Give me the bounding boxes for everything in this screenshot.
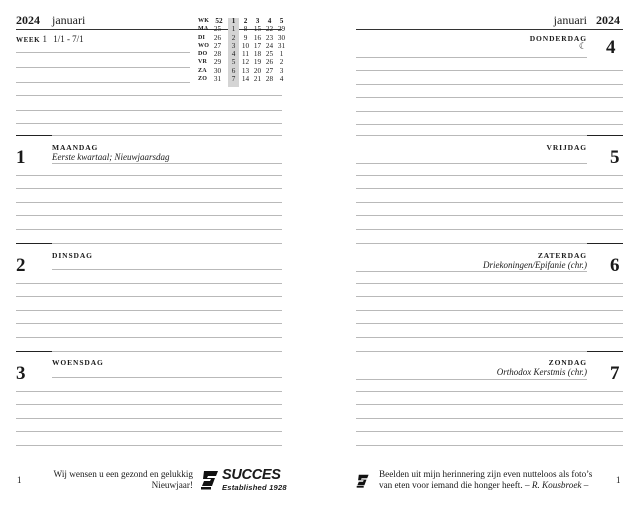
day-name: ZATERDAG [537,251,587,260]
note-line [356,445,623,446]
mini-date: 27 [265,66,274,75]
quote-line: Beelden uit mijn herinnering zijn even nutteloos als foto’s [379,469,593,479]
mini-date: 18 [253,50,262,59]
note-line [356,391,623,392]
mini-week-number: 4 [267,17,272,25]
day-name: MAANDAG [52,143,99,152]
day-name: WOENSDAG [52,358,104,367]
day-number: 7 [610,363,620,384]
day-number: 1 [16,147,26,168]
mini-date: 12 [241,58,250,67]
note-line [16,82,190,83]
day-separator [587,243,623,244]
mini-date: 25 [265,50,274,59]
day-name: ZONDAG [548,358,587,367]
note-line [16,404,282,405]
mini-calendar-row [198,58,288,66]
note-line [52,377,282,378]
mini-calendar-row [198,34,288,42]
mini-date: 2 [231,33,236,42]
succes-logo-icon [200,470,220,490]
note-line [356,229,623,230]
mini-date: 2 [279,58,284,67]
mini-week-number: 2 [243,17,248,25]
day-note: Orthodox Kerstmis (chr.) [496,367,587,377]
mini-date: 4 [279,75,284,84]
note-line [16,310,282,311]
mini-date: 30 [277,33,286,42]
right-year: 2024 [596,13,620,27]
note-line [356,175,623,176]
day-separator [52,243,282,244]
mini-calendar-row [198,75,288,83]
logo-name: SUCCES [222,467,281,483]
mini-calendar-row [198,25,288,33]
week-range: 1/1 - 7/1 [53,34,84,44]
day-separator [587,135,623,136]
mini-date: 19 [253,58,262,67]
day-separator [587,351,623,352]
note-line [356,188,623,189]
day-number: 6 [610,255,620,276]
note-line [16,67,190,68]
note-line [16,229,282,230]
note-line [52,163,282,164]
note-line [356,404,623,405]
mini-date: 1 [279,50,284,59]
week-label: WEEK [16,36,41,44]
left-month: januari [52,13,86,27]
mini-calendar-row [198,50,288,58]
day-name: DINSDAG [52,251,93,260]
note-line [16,445,282,446]
note-line [16,418,282,419]
note-line [16,431,282,432]
mini-date: 27 [213,41,222,50]
mini-day-name: VR [198,59,208,66]
mini-day-name: DO [198,51,208,58]
note-line [16,52,190,53]
day-note: Eerste kwartaal; Nieuwjaarsdag [52,152,170,162]
day-number: 5 [610,147,620,168]
mini-date: 29 [277,25,286,34]
week-info [16,34,84,44]
day-name: DONDERDAG [529,34,587,43]
quote-text: van eten voor iemand die honger heeft. [379,480,523,490]
mini-date: 4 [231,50,236,59]
note-line [356,323,623,324]
mini-calendar [198,17,288,83]
mini-date: 31 [213,75,222,84]
mini-date: 10 [241,41,250,50]
mini-date: 3 [279,66,284,75]
mini-date: 14 [241,75,250,84]
footer-message-line: Nieuwjaar! [151,480,193,490]
day-separator [356,135,587,136]
note-line [356,57,587,58]
mini-date: 24 [265,41,274,50]
day-separator [356,243,587,244]
mini-calendar-row [198,67,288,75]
header-rule [356,29,623,30]
mini-date: 31 [277,41,286,50]
note-line [16,95,282,96]
day-separator [16,243,52,244]
note-line [356,418,623,419]
note-line [356,310,623,311]
day-separator [16,135,52,136]
note-line [16,215,282,216]
succes-logo [200,468,290,494]
mini-calendar-row [198,42,288,50]
mini-date: 21 [253,75,262,84]
mini-date: 28 [265,75,274,84]
mini-date: 1 [231,25,236,34]
note-line [356,202,623,203]
note-line [16,123,282,124]
mini-day-name: ZO [198,76,208,83]
note-line [16,283,282,284]
mini-date: 26 [213,33,222,42]
mini-date: 5 [231,58,236,67]
mini-date: 13 [241,66,250,75]
note-line [356,111,623,112]
moon-phase-icon: ☾ [578,41,587,51]
note-line [16,323,282,324]
note-line [356,283,623,284]
mini-date: 16 [253,33,262,42]
week-number: 1 [42,34,47,44]
mini-date: 11 [242,50,249,59]
note-line [16,188,282,189]
note-line [16,337,282,338]
note-line [16,296,282,297]
note-line [356,97,623,98]
footer-message [40,469,193,491]
note-line [356,163,587,164]
succes-logo-icon [356,473,370,489]
note-line [356,337,623,338]
day-separator [52,135,282,136]
quote-author: – R. Kousbroek – [524,480,589,490]
quote [379,469,609,491]
note-line [356,124,623,125]
note-line [52,269,282,270]
logo-tagline: Established 1928 [222,483,287,492]
note-line [16,175,282,176]
mini-date: 20 [253,66,262,75]
day-separator [52,351,282,352]
mini-date: 15 [253,25,262,34]
right-page-number: 1 [616,475,621,485]
mini-calendar-body [198,25,288,83]
note-line [356,431,623,432]
mini-week-number: 3 [255,17,260,25]
note-line [356,215,623,216]
day-number: 4 [606,37,616,58]
note-line [356,84,623,85]
mini-calendar-header [198,17,288,25]
mini-day-name: ZA [198,67,207,74]
day-separator [356,351,587,352]
mini-date: 7 [231,75,236,84]
note-line [356,271,587,272]
mini-day-name: DI [198,34,206,41]
note-line [16,202,282,203]
note-line [356,70,623,71]
note-line [356,379,587,380]
mini-week-number: 5 [279,17,284,25]
mini-date: 3 [231,41,236,50]
mini-calendar-header-label: WK [198,18,210,24]
mini-date: 26 [265,58,274,67]
mini-date: 30 [213,66,222,75]
note-line [16,391,282,392]
mini-day-name: MA [198,26,209,33]
note-line [356,296,623,297]
mini-date: 6 [231,66,236,75]
mini-date: 29 [213,58,222,67]
mini-date: 25 [213,25,222,34]
day-separator [16,351,52,352]
mini-day-name: WO [198,42,210,49]
day-name: VRIJDAG [546,143,587,152]
mini-week-number: 1 [231,17,236,25]
mini-date: 22 [265,25,274,34]
note-line [16,110,282,111]
mini-week-number: 52 [215,17,223,25]
mini-date: 17 [253,41,262,50]
left-page-number: 1 [17,475,22,485]
day-number: 2 [16,255,26,276]
left-year: 2024 [16,13,40,27]
footer-message-line: Wij wensen u een gezond en gelukkig [53,469,193,479]
mini-date: 23 [265,33,274,42]
day-note: Driekoningen/Epifanie (chr.) [483,260,587,270]
quote-line-2 [379,480,609,491]
mini-date: 28 [213,50,222,59]
day-number: 3 [16,363,26,384]
right-month: januari [553,13,587,27]
mini-date: 9 [243,33,248,42]
mini-date: 8 [243,25,248,34]
